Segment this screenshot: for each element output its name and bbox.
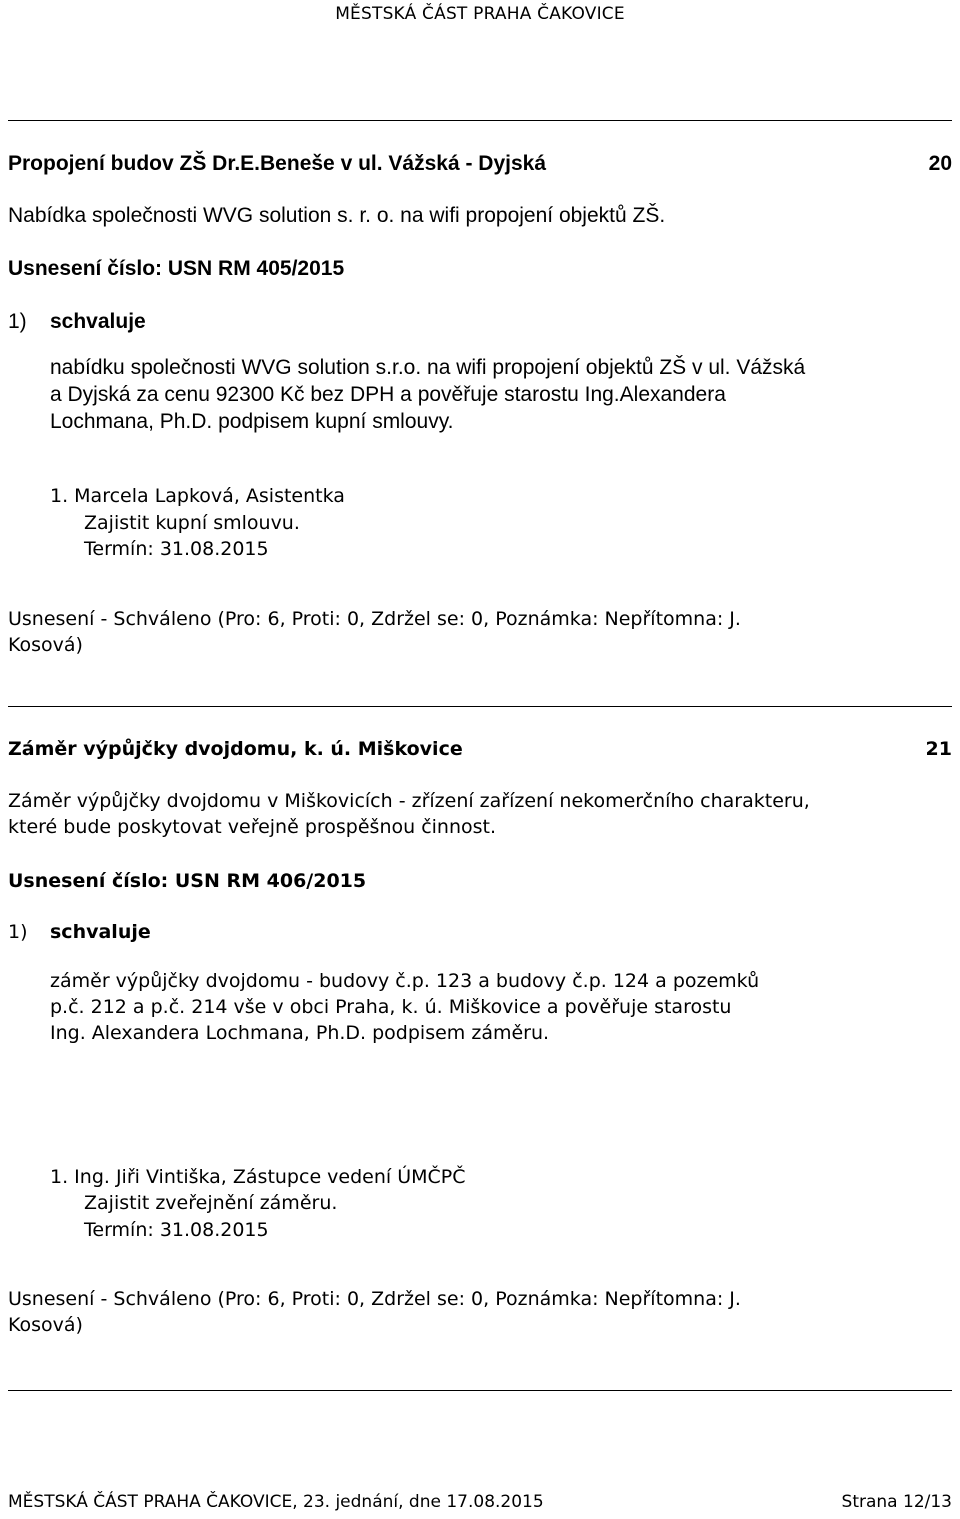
vote-result-cont: Kosová) (8, 1314, 83, 1336)
clause-verb: schvaluje (50, 310, 146, 333)
clause-text-line: p.č. 212 a p.č. 214 vše v obci Praha, k. ú. Miškovice a pověřuje starostu (50, 996, 732, 1018)
divider (8, 120, 952, 121)
task-deadline: Termín: 31.08.2015 (84, 538, 269, 560)
clause-text-line: nabídku společnosti WVG solution s.r.o. na wifi propojení objektů ZŠ v ul. Vážská (50, 356, 806, 379)
vote-result: Usnesení - Schváleno (Pro: 6, Proti: 0, Zdržel se: 0, Poznámka: Nepřítomna: J. (8, 608, 741, 630)
clause-text-line: Lochmana, Ph.D. podpisem kupní smlouvy. (50, 410, 454, 433)
clause-number: 1) (8, 310, 27, 333)
item-number: 21 (925, 738, 952, 760)
clause-text-line: Ing. Alexandera Lochmana, Ph.D. podpisem záměru. (50, 1022, 550, 1044)
item-title: Záměr výpůjčky dvojdomu, k. ú. Miškovice (8, 738, 463, 760)
task-action: Zajistit zveřejnění záměru. (84, 1192, 338, 1214)
item-description: Nabídka společnosti WVG solution s. r. o. na wifi propojení objektů ZŠ. (8, 204, 666, 227)
clause-text-line: záměr výpůjčky dvojdomu - budovy č.p. 123 a budovy č.p. 124 a pozemků (50, 970, 760, 992)
task-deadline: Termín: 31.08.2015 (84, 1219, 269, 1241)
resolution-number: Usnesení číslo: USN RM 406/2015 (8, 870, 367, 892)
divider (8, 706, 952, 707)
page-header: MĚSTSKÁ ČÁST PRAHA ČAKOVICE (335, 4, 625, 24)
item-description: které bude poskytovat veřejně prospěšnou činnost. (8, 816, 497, 838)
task-assignee: 1. Marcela Lapková, Asistentka (50, 485, 345, 507)
resolution-number: Usnesení číslo: USN RM 405/2015 (8, 257, 345, 280)
task-action: Zajistit kupní smlouvu. (84, 512, 300, 534)
divider (8, 1390, 952, 1391)
clause-text-line: a Dyjská za cenu 92300 Kč bez DPH a pověřuje starostu Ing.Alexandera (50, 383, 726, 406)
clause-verb: schvaluje (50, 921, 151, 943)
item-number: 20 (928, 152, 952, 175)
vote-result: Usnesení - Schváleno (Pro: 6, Proti: 0, Zdržel se: 0, Poznámka: Nepřítomna: J. (8, 1288, 741, 1310)
vote-result-cont: Kosová) (8, 634, 83, 656)
clause-number: 1) (8, 921, 28, 943)
page-number: Strana 12/13 (841, 1492, 952, 1512)
footer-text: MĚSTSKÁ ČÁST PRAHA ČAKOVICE, 23. jednání, dne 17.08.2015 (8, 1492, 544, 1512)
item-title: Propojení budov ZŠ Dr.E.Beneše v ul. Vážská - Dyjská (8, 152, 547, 175)
task-assignee: 1. Ing. Jiři Vintiška, Zástupce vedení ÚMČPČ (50, 1166, 466, 1188)
item-description: Záměr výpůjčky dvojdomu v Miškovicích - zřízení zařízení nekomerčního charakteru, (8, 790, 810, 812)
